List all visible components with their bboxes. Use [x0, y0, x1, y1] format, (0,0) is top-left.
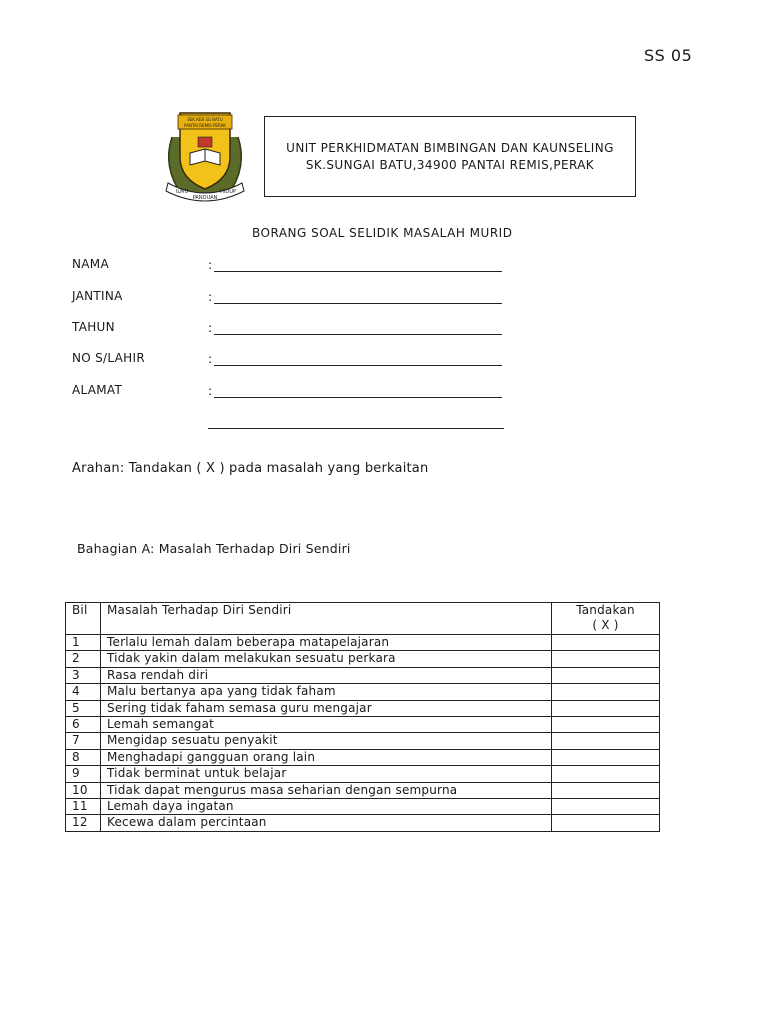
row-problem: Menghadapi gangguan orang lain	[101, 749, 552, 765]
row-mark-cell[interactable]	[552, 733, 660, 749]
row-number: 8	[66, 749, 101, 765]
field-label: NAMA	[72, 257, 109, 271]
field-alamat[interactable]	[72, 383, 512, 401]
row-problem: Kecewa dalam percintaan	[101, 815, 552, 831]
crest-emblem	[198, 137, 212, 147]
table-row	[66, 749, 660, 765]
motto-word-3: HIDUP	[220, 189, 236, 195]
table-row	[66, 667, 660, 683]
org-line-2: SK.SUNGAI BATU,34900 PANTAI REMIS,PERAK	[305, 157, 595, 172]
field-tahun[interactable]	[72, 320, 512, 338]
field-no-surat-lahir[interactable]	[72, 351, 512, 369]
field-label: ALAMAT	[72, 383, 123, 397]
section-title: Bahagian A: Masalah Terhadap Diri Sendiri	[77, 541, 351, 556]
table-row	[66, 635, 660, 651]
field-line[interactable]	[214, 271, 502, 272]
header-bil: Bil	[66, 603, 101, 635]
table-row	[66, 815, 660, 831]
header-mark	[552, 603, 660, 635]
table-body	[66, 635, 660, 832]
document-code: SS 05	[644, 46, 693, 65]
table-row	[66, 733, 660, 749]
row-number: 11	[66, 798, 101, 814]
field-label: JANTINA	[72, 289, 123, 303]
row-mark-cell[interactable]	[552, 716, 660, 732]
table-row	[66, 700, 660, 716]
field-colon: :	[208, 289, 213, 304]
row-number: 3	[66, 667, 101, 683]
motto-word-2: PANDUAN	[192, 195, 218, 201]
field-nama[interactable]	[72, 257, 512, 275]
row-number: 5	[66, 700, 101, 716]
field-alamat-line-2[interactable]	[208, 428, 504, 429]
row-problem: Lemah semangat	[101, 716, 552, 732]
field-line[interactable]	[214, 303, 502, 304]
row-number: 2	[66, 651, 101, 667]
row-problem: Tidak yakin dalam melakukan sesuatu perkara	[101, 651, 552, 667]
row-number: 4	[66, 684, 101, 700]
row-problem: Terlalu lemah dalam beberapa matapelajaran	[101, 635, 552, 651]
row-number: 12	[66, 815, 101, 831]
field-line[interactable]	[214, 334, 502, 335]
school-crest-logo	[160, 107, 250, 207]
row-problem: Malu bertanya apa yang tidak faham	[101, 684, 552, 700]
org-line-1: UNIT PERKHIDMATAN BIMBINGAN DAN KAUNSELING	[286, 140, 614, 155]
table-row	[66, 684, 660, 700]
field-line[interactable]	[214, 397, 502, 398]
row-problem: Lemah daya ingatan	[101, 798, 552, 814]
field-colon: :	[208, 351, 213, 366]
field-label: TAHUN	[72, 320, 115, 334]
row-problem: Sering tidak faham semasa guru mengajar	[101, 700, 552, 716]
field-line[interactable]	[214, 365, 502, 366]
field-colon: :	[208, 320, 213, 335]
row-mark-cell[interactable]	[552, 798, 660, 814]
header-mark-line-2: ( X )	[592, 618, 619, 632]
row-number: 6	[66, 716, 101, 732]
field-colon: :	[208, 383, 213, 398]
row-mark-cell[interactable]	[552, 651, 660, 667]
row-mark-cell[interactable]	[552, 815, 660, 831]
organization-header-box	[264, 116, 636, 197]
banner-text-2: PANTAI REMIS PERAK	[184, 123, 226, 128]
banner-text-1: SEK KEB SG BATU	[187, 117, 223, 122]
row-mark-cell[interactable]	[552, 667, 660, 683]
problems-table	[65, 602, 660, 832]
row-mark-cell[interactable]	[552, 684, 660, 700]
row-mark-cell[interactable]	[552, 635, 660, 651]
header-mark-line-1: Tandakan	[576, 603, 635, 617]
row-number: 7	[66, 733, 101, 749]
row-problem: Tidak berminat untuk belajar	[101, 766, 552, 782]
table-row	[66, 651, 660, 667]
field-colon: :	[208, 257, 213, 272]
table-row	[66, 798, 660, 814]
table-row	[66, 766, 660, 782]
table-header-row	[66, 603, 660, 635]
row-number: 9	[66, 766, 101, 782]
form-title: BORANG SOAL SELIDIK MASALAH MURID	[252, 226, 513, 240]
row-problem: Rasa rendah diri	[101, 667, 552, 683]
field-label: NO S/LAHIR	[72, 351, 145, 365]
table-row	[66, 716, 660, 732]
row-number: 10	[66, 782, 101, 798]
row-mark-cell[interactable]	[552, 700, 660, 716]
row-problem: Tidak dapat mengurus masa seharian dengan sempurna	[101, 782, 552, 798]
row-number: 1	[66, 635, 101, 651]
header-problem: Masalah Terhadap Diri Sendiri	[101, 603, 552, 635]
row-mark-cell[interactable]	[552, 782, 660, 798]
table-row	[66, 782, 660, 798]
field-jantina[interactable]	[72, 289, 512, 307]
row-mark-cell[interactable]	[552, 749, 660, 765]
motto-word-1: ILMU	[175, 189, 189, 195]
row-mark-cell[interactable]	[552, 766, 660, 782]
instruction-text: Arahan: Tandakan ( X ) pada masalah yang berkaitan	[72, 461, 429, 476]
row-problem: Mengidap sesuatu penyakit	[101, 733, 552, 749]
